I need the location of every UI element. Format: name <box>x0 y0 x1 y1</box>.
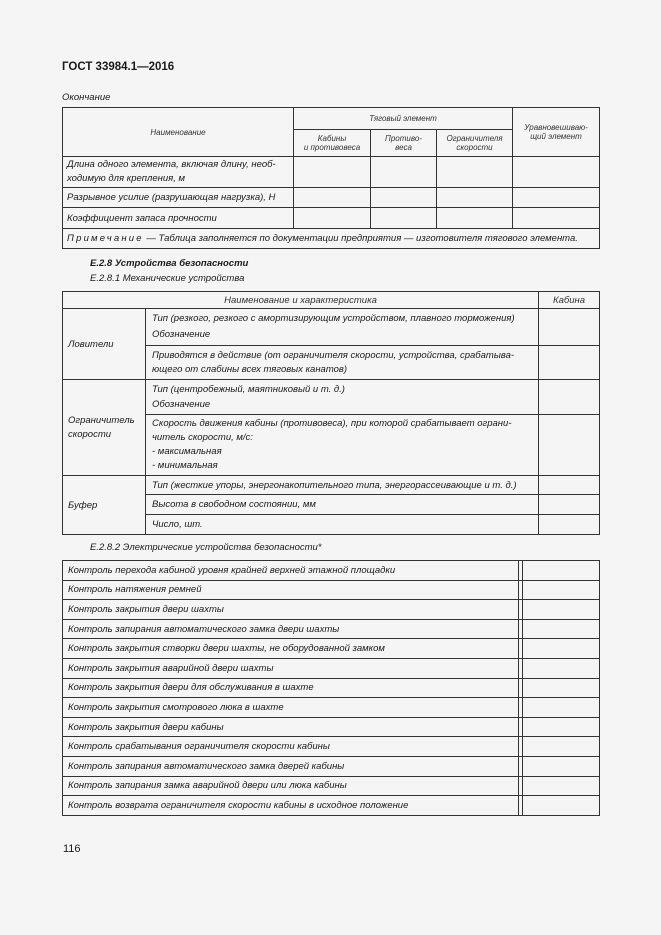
document-header: ГОСТ 33984.1—2016 <box>62 61 175 73</box>
col-balance-header: Уравновешиваю- щий элемент <box>513 108 600 157</box>
section-e281-heading: Е.2.8.1 Механические устройства <box>90 273 245 284</box>
table-cell <box>539 495 600 515</box>
list-item: Тип (жесткие упоры, энергонакопительного типа, энергорассеивающие и т. д.) <box>146 476 539 495</box>
table-cell <box>523 776 600 796</box>
table-cell <box>513 157 600 188</box>
list-item: Высота в свободном состоянии, мм <box>146 495 539 515</box>
note-word: Примечание <box>67 233 144 244</box>
list-item: Скорость движения кабины (противовеса), при которой срабатывает ограни- читель скорости, м/с: - максимальная - минимальная <box>146 415 539 476</box>
table-cell <box>437 157 513 188</box>
continuation-label: Окончание <box>62 92 111 103</box>
col-limiter-header: Ограничителя скорости <box>437 130 513 157</box>
table-cell <box>523 678 600 698</box>
table-cell <box>513 188 600 208</box>
device-check-label: Контроль запирания автоматического замка дверей кабины <box>63 756 519 776</box>
table-cell <box>523 639 600 659</box>
device-check-label: Контроль закрытия смотрового люка в шахте <box>63 698 519 718</box>
note-text: — Таблица заполняется по документации предприятия — изготовителя тягового элемента. <box>143 233 578 244</box>
table-row <box>63 737 600 757</box>
table-cell <box>437 188 513 208</box>
table-row <box>63 717 600 737</box>
table-cell <box>523 756 600 776</box>
col-name-characteristic-header: Наименование и характеристика <box>63 292 539 309</box>
table-cell <box>539 380 600 415</box>
device-check-label: Контроль перехода кабиной уровня крайней верхней этажной площадки <box>63 561 519 581</box>
table-row <box>63 561 600 581</box>
table-row <box>63 580 600 600</box>
table-cell <box>371 188 437 208</box>
device-check-label: Контроль закрытия двери для обслуживания в шахте <box>63 678 519 698</box>
table-cell <box>294 157 371 188</box>
device-check-label: Контроль закрытия аварийной двери шахты <box>63 658 519 678</box>
table-cell <box>523 580 600 600</box>
device-check-label: Контроль закрытия створки двери шахты, не оборудованной замком <box>63 639 519 659</box>
table-cell <box>523 717 600 737</box>
table-cell <box>523 658 600 678</box>
table-cell <box>539 346 600 380</box>
col-name-header: Наименование <box>63 108 294 157</box>
table-row <box>63 776 600 796</box>
table-cell <box>539 309 600 346</box>
device-check-label: Контроль возврата ограничителя скорости кабины в исходное положение <box>63 796 519 816</box>
device-check-label: Контроль закрытия двери шахты <box>63 600 519 620</box>
table-cell <box>371 208 437 229</box>
table-cell <box>523 698 600 718</box>
device-check-label: Контроль запирания замка аварийной двери или люка кабины <box>63 776 519 796</box>
table-cell <box>523 561 600 581</box>
page-number: 116 <box>63 843 81 855</box>
table-row <box>63 600 600 620</box>
table-row <box>63 796 600 816</box>
table-row <box>63 698 600 718</box>
table-note <box>63 229 600 249</box>
col-cabin-header: Кабина <box>539 292 600 309</box>
table-row <box>63 639 600 659</box>
device-check-label: Контроль натяжения ремней <box>63 580 519 600</box>
table-row <box>63 658 600 678</box>
mechanical-devices-table <box>62 291 600 535</box>
table-cell <box>539 476 600 495</box>
device-check-label: Контроль закрытия двери кабины <box>63 717 519 737</box>
table-row-label: Коэффициент запаса прочности <box>63 208 294 229</box>
table-cell <box>371 157 437 188</box>
table-cell <box>523 796 600 816</box>
list-item: Тип (центробежный, маятниковый и т. д.) Обозначение <box>146 380 539 415</box>
list-item: Тип (резкого, резкого с амортизирующим устройством, плавного торможения) Обозначение <box>146 309 539 346</box>
table-row-label: Разрывное усилие (разрушающая нагрузка), Н <box>63 188 294 208</box>
device-check-label: Контроль запирания автоматического замка двери шахты <box>63 619 519 639</box>
traction-element-table <box>62 107 600 249</box>
table-cell <box>523 600 600 620</box>
list-item: Число, шт. <box>146 515 539 535</box>
table-row <box>63 619 600 639</box>
col-counterweight-header: Противо- веса <box>371 130 437 157</box>
table-row <box>63 756 600 776</box>
section-e282-heading: Е.2.8.2 Электрические устройства безопасности* <box>90 542 322 553</box>
table-cell <box>523 619 600 639</box>
device-check-label: Контроль срабатывания ограничителя скорости кабины <box>63 737 519 757</box>
col-traction-group-header: Тяговый элемент <box>294 108 513 130</box>
electrical-devices-table <box>62 560 600 816</box>
table-cell <box>513 208 600 229</box>
table-row-label: Длина одного элемента, включая длину, необ- ходимую для крепления, м <box>63 157 294 188</box>
group-label-catchers: Ловители <box>63 309 146 380</box>
table-cell <box>539 415 600 476</box>
table-cell <box>437 208 513 229</box>
group-label-speed-limiter: Ограничитель скорости <box>63 380 146 476</box>
table-cell <box>294 188 371 208</box>
table-cell <box>539 515 600 535</box>
table-cell <box>294 208 371 229</box>
table-row <box>63 678 600 698</box>
col-cabins-header: Кабины и противовеса <box>294 130 371 157</box>
table-cell <box>523 737 600 757</box>
list-item: Приводятся в действие (от ограничителя скорости, устройства, срабатыва- ющего от слабины всех тяговых канатов) <box>146 346 539 380</box>
section-e28-heading: Е.2.8 Устройства безопасности <box>90 258 249 269</box>
group-label-buffer: Буфер <box>63 476 146 535</box>
